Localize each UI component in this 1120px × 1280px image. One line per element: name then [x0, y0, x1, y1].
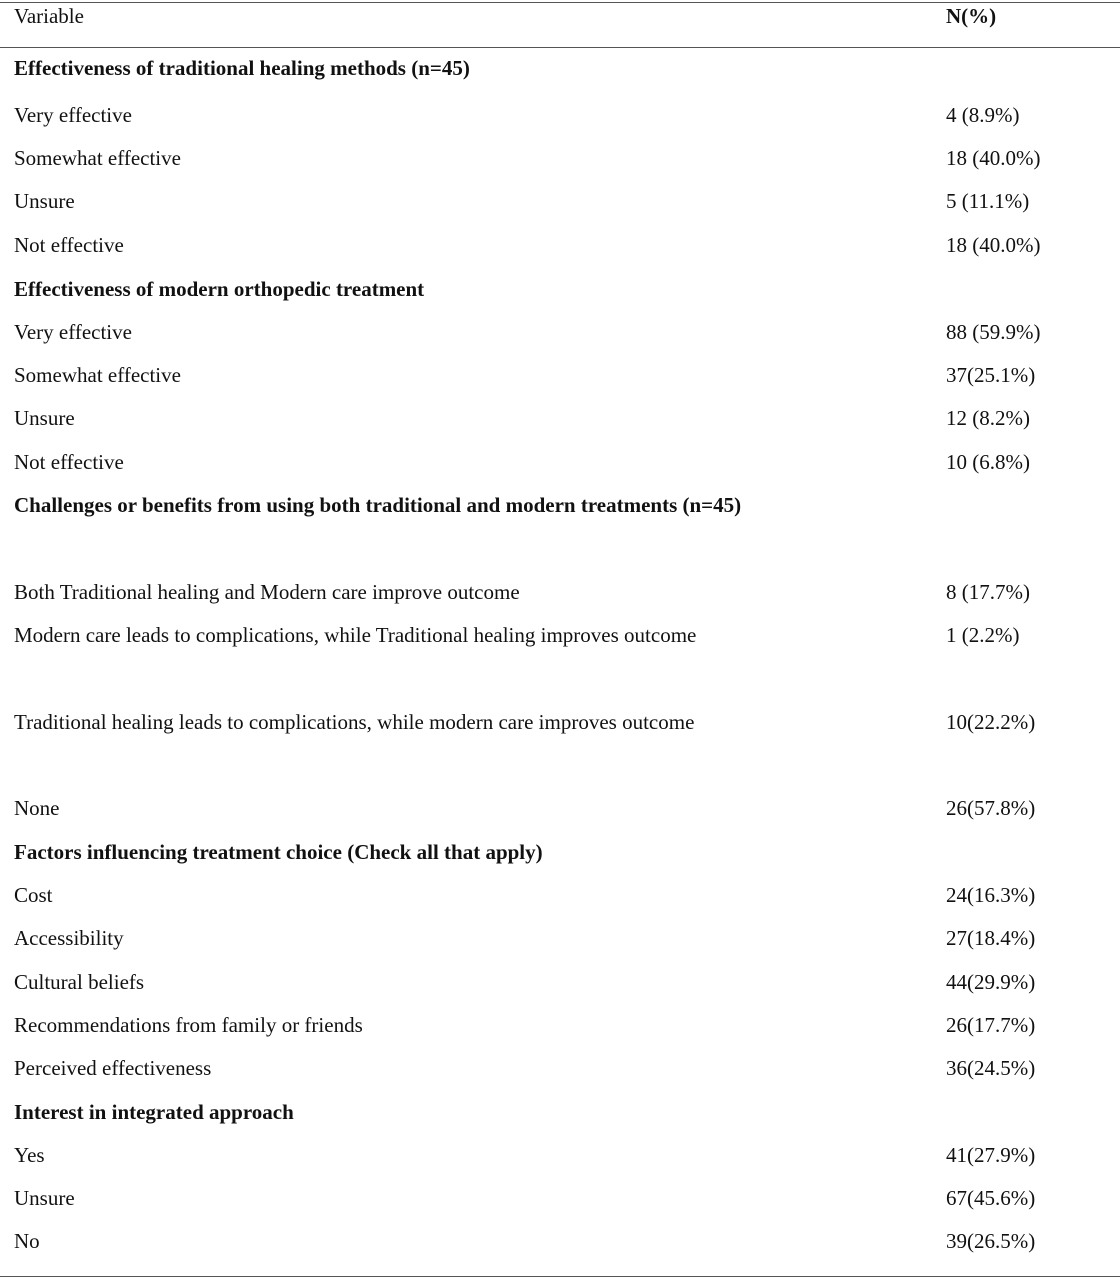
row-label: Very effective — [14, 103, 132, 127]
row-label: Accessibility — [14, 926, 124, 950]
row-label: Unsure — [14, 1186, 75, 1210]
row-label: Cost — [14, 883, 53, 907]
row-value: 36(24.5%) — [946, 1056, 1036, 1080]
row-value: 88 (59.9%) — [946, 320, 1041, 344]
section-heading: Effectiveness of traditional healing methods (n=45) — [14, 56, 470, 80]
row-value: 10(22.2%) — [946, 710, 1036, 734]
row-value: 1 (2.2%) — [946, 623, 1020, 647]
row-label: No — [14, 1229, 40, 1253]
row-value: 24(16.3%) — [946, 883, 1036, 907]
row-value: 44(29.9%) — [946, 970, 1036, 994]
row-value: 18 (40.0%) — [946, 233, 1041, 257]
section-heading: Interest in integrated approach — [14, 1100, 294, 1124]
header-n-percent: N(%) — [946, 4, 997, 28]
section-heading: Challenges or benefits from using both traditional and modern treatments (n=45) — [14, 493, 742, 517]
section-heading: Factors influencing treatment choice (Check all that apply) — [14, 840, 543, 864]
table-bottom-rule — [0, 1276, 1120, 1277]
row-label: Not effective — [14, 233, 124, 257]
row-value: 41(27.9%) — [946, 1143, 1036, 1167]
row-label: Unsure — [14, 406, 75, 430]
table-header-rule — [0, 47, 1120, 48]
row-label: Somewhat effective — [14, 146, 181, 170]
row-label: Traditional healing leads to complications, while modern care improves outcome — [14, 710, 695, 734]
row-value: 37(25.1%) — [946, 363, 1036, 387]
row-value: 5 (11.1%) — [946, 189, 1030, 213]
row-label: Not effective — [14, 450, 124, 474]
row-value: 10 (6.8%) — [946, 450, 1030, 474]
row-value: 26(17.7%) — [946, 1013, 1036, 1037]
row-label: Yes — [14, 1143, 45, 1167]
row-label: Unsure — [14, 189, 75, 213]
row-value: 27(18.4%) — [946, 926, 1036, 950]
row-label: Perceived effectiveness — [14, 1056, 212, 1080]
header-variable: Variable — [14, 4, 84, 28]
row-label: Very effective — [14, 320, 132, 344]
row-value: 26(57.8%) — [946, 796, 1036, 820]
row-value: 12 (8.2%) — [946, 406, 1030, 430]
row-label: Recommendations from family or friends — [14, 1013, 363, 1037]
row-value: 39(26.5%) — [946, 1229, 1036, 1253]
row-label: Cultural beliefs — [14, 970, 145, 994]
row-value: 18 (40.0%) — [946, 146, 1041, 170]
row-label: Both Traditional healing and Modern care improve outcome — [14, 580, 520, 604]
row-label: Somewhat effective — [14, 363, 181, 387]
row-value: 8 (17.7%) — [946, 580, 1030, 604]
section-heading: Effectiveness of modern orthopedic treatment — [14, 277, 425, 301]
row-label: Modern care leads to complications, while Traditional healing improves outcome — [14, 623, 697, 647]
row-value: 67(45.6%) — [946, 1186, 1036, 1210]
row-value: 4 (8.9%) — [946, 103, 1020, 127]
row-label: None — [14, 796, 60, 820]
